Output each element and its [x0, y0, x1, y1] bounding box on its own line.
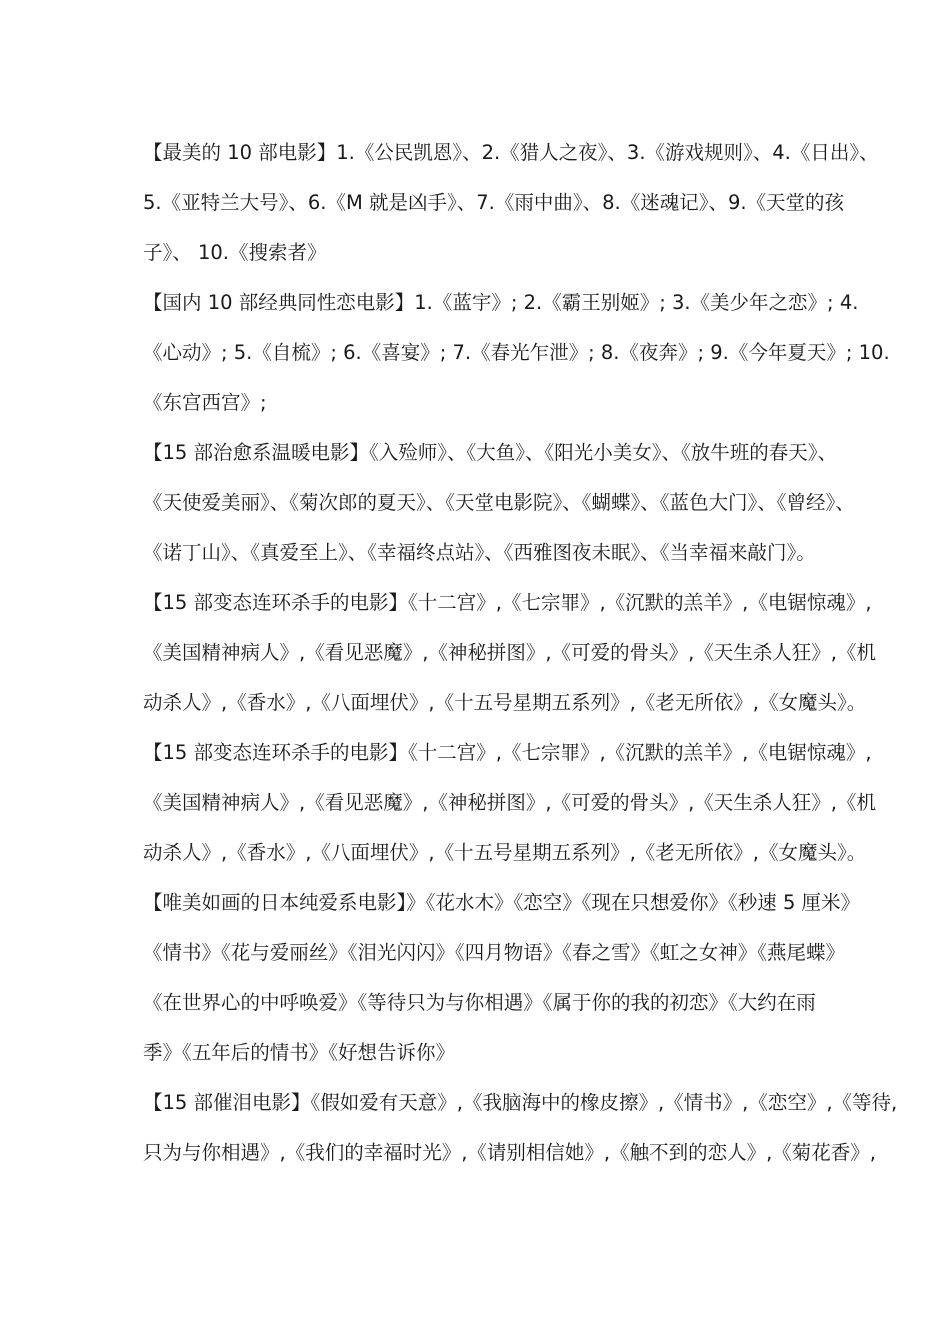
- text-line: 《美国精神病人》,《看见恶魔》,《神秘拼图》,《可爱的骨头》,《天生杀人狂》,《机: [143, 791, 876, 814]
- text-line: 《情书》《花与爱丽丝》《泪光闪闪》《四月物语》《春之雪》《虹之女神》《燕尾蝶》: [143, 941, 846, 964]
- text-line: 季》《五年后的情书》《好想告诉你》: [143, 1041, 456, 1064]
- text-line: 【最美的 10 部电影】1.《公民凯恩》、2.《猎人之夜》、3.《游戏规则》、4.《日出》、: [143, 141, 879, 164]
- text-line: 《心动》; 5.《自梳》; 6.《喜宴》; 7.《春光乍泄》; 8.《夜奔》; 9.《今年夏天》; 10.: [143, 341, 890, 364]
- text-line: 《天使爱美丽》、《菊次郎的夏天》、《天堂电影院》、《蝴蝶》、《蓝色大门》、《曾经》、: [143, 491, 855, 514]
- text-line: 5.《亚特兰大号》、6.《M 就是凶手》、7.《雨中曲》、8.《迷魂记》、9.《天堂的孩: [143, 191, 845, 214]
- text-line: 子》、 10.《搜索者》: [143, 241, 327, 264]
- text-line: 《诺丁山》、《真爱至上》、《幸福终点站》、《西雅图夜未眠》、《当幸福来敲门》。: [143, 541, 816, 564]
- text-line: 【15 部变态连环杀手的电影】《十二宫》,《七宗罪》,《沉默的羔羊》,《电锯惊魂》,: [143, 591, 872, 614]
- text-line: 《美国精神病人》,《看见恶魔》,《神秘拼图》,《可爱的骨头》,《天生杀人狂》,《机: [143, 641, 876, 664]
- text-line: 【唯美如画的日本纯爱系电影】》《花水木》《恋空》《现在只想爱你》《秒速 5 厘米》: [143, 891, 861, 914]
- text-line: 动杀人》,《香水》,《八面埋伏》,《十五号星期五系列》,《老无所依》,《女魔头》。: [143, 841, 867, 864]
- text-line: 【15 部变态连环杀手的电影】《十二宫》,《七宗罪》,《沉默的羔羊》,《电锯惊魂》,: [143, 741, 872, 764]
- text-line: 【15 部催泪电影】《假如爱有天意》,《我脑海中的橡皮擦》,《情书》,《恋空》,《等待,: [143, 1091, 898, 1114]
- document-body: [143, 128, 898, 1178]
- text-line: 只为与你相遇》,《我们的幸福时光》,《请别相信她》,《触不到的恋人》,《菊花香》,: [143, 1141, 876, 1164]
- text-line: 【国内 10 部经典同性恋电影】1.《蓝宇》; 2.《霸王别姬》; 3.《美少年之恋》; 4.: [143, 291, 859, 314]
- text-line: 动杀人》,《香水》,《八面埋伏》,《十五号星期五系列》,《老无所依》,《女魔头》。: [143, 691, 867, 714]
- text-line: 《东宫西宫》;: [143, 391, 267, 414]
- text-line: 【15 部治愈系温暖电影】《入殓师》、《大鱼》、《阳光小美女》、《放牛班的春天》、: [143, 441, 838, 464]
- text-line: 《在世界心的中呼唤爱》《等待只为与你相遇》《属于你的我的初恋》《大约在雨: [143, 991, 816, 1014]
